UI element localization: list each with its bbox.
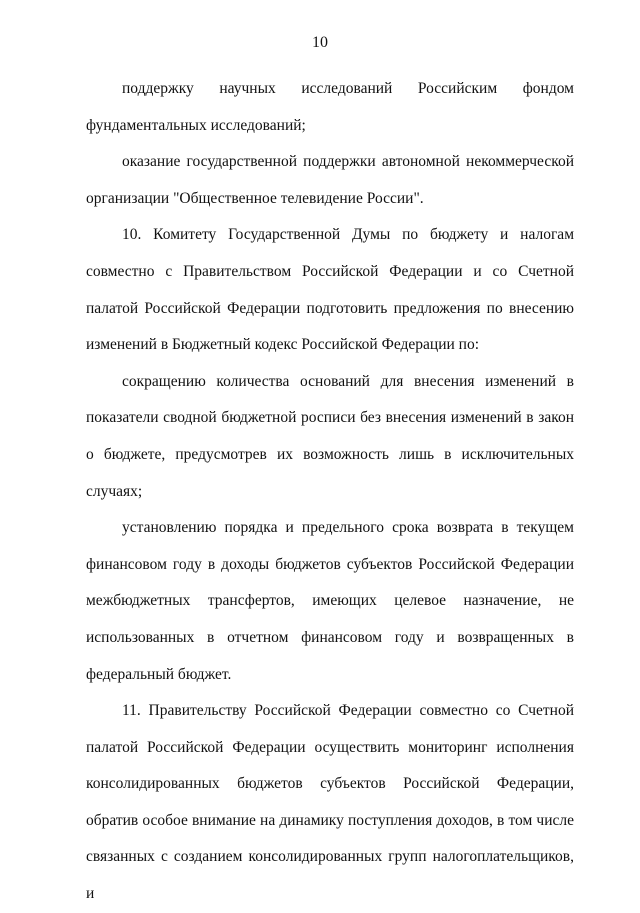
paragraph-support-research: поддержку научных исследований Российским фондом фундаментальных исследований; (86, 80, 574, 134)
paragraph-item-11: 11. Правительству Российской Федерации совместно со Счетной палатой Российской Федерации осуществить мониторинг исполнения консолидированных бюджетов субъектов Российской Федерации, обратив особое внимание на динамику поступления доходов, в том числе связанных с созданием консолидированных групп налогоплательщиков, и (86, 702, 574, 903)
paragraph-reduce-grounds: сокращению количества оснований для внесения изменений в показатели сводной бюджетной росписи без внесения изменений в закон о бюджете, предусмотрев их возможность лишь в исключительных случаях; (86, 372, 574, 500)
paragraph-return-transfers: установлению порядка и предельного срока возврата в текущем финансовом году в доходы бюджетов субъектов Российской Федерации межбюджетных трансфертов, имеющих целевое назначение, не использованных в отчетном финансовом году и возвращенных в федеральный бюджет. (86, 519, 574, 683)
paragraph-public-tv-support: оказание государственной поддержки автономной некоммерческой организации "Общественное телевидение России". (86, 153, 574, 207)
page-number: 10 (312, 34, 328, 51)
paragraph-item-10: 10. Комитету Государственной Думы по бюджету и налогам совместно с Правительством Российской Федерации и со Счетной палатой Российской Федерации подготовить предложения по внесению изменений в Бюджетный кодекс Российской Федерации по: (86, 226, 574, 354)
document-body (86, 71, 574, 913)
